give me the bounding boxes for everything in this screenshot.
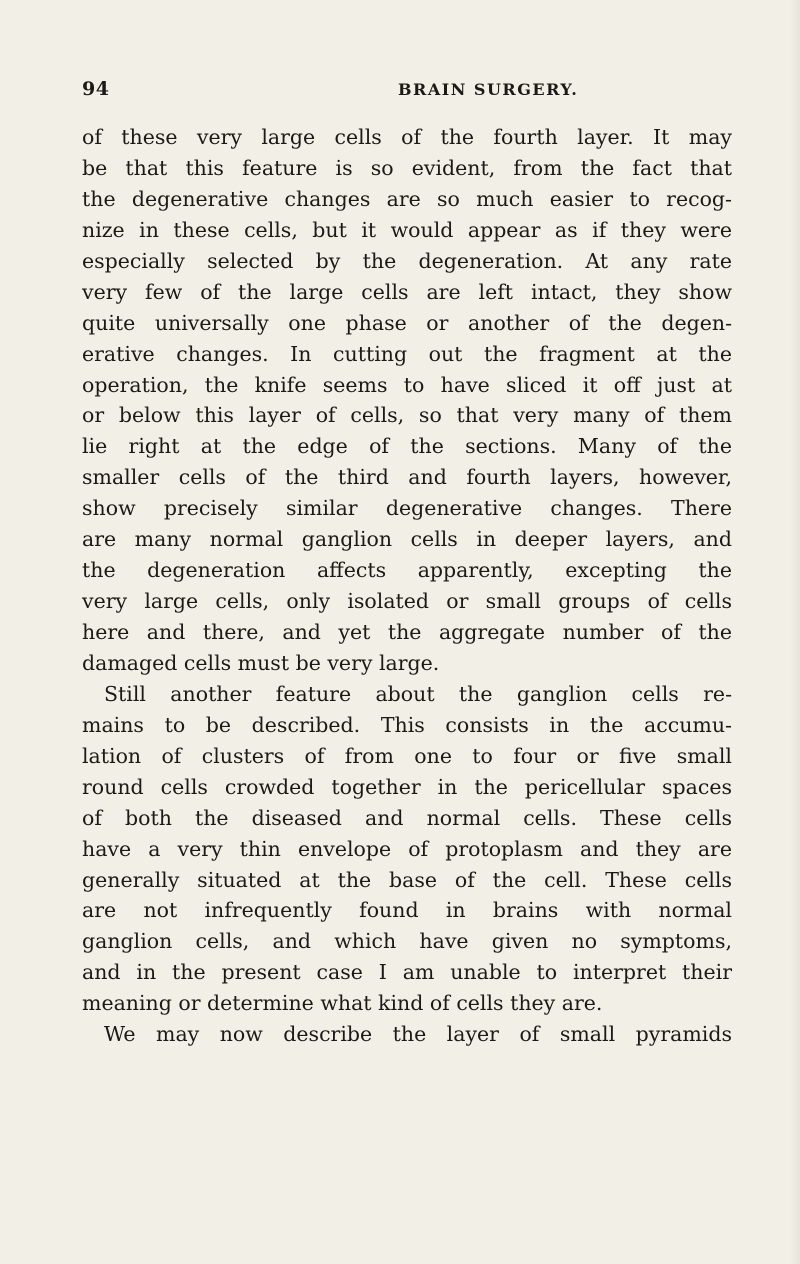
text-line: ganglion cells, and which have given no symptoms, <box>82 929 732 954</box>
text-line: are not infrequently found in brains with normal <box>82 898 732 923</box>
text-line: the degenerative changes are so much easier to recog- <box>82 186 732 211</box>
text-line: very few of the large cells are left intact, they show <box>82 279 732 304</box>
text-line: here and there, and yet the aggregate number of the <box>82 620 732 644</box>
page-header <box>82 78 722 110</box>
text-line: of these very large cells of the fourth layer. It may <box>82 125 732 149</box>
text-line: the degeneration affects apparently, excepting the <box>82 558 732 583</box>
body-text <box>82 122 732 1050</box>
text-line: show precisely similar degenerative changes. There <box>82 496 732 521</box>
page-edge-shadow <box>790 0 800 1264</box>
text-line: are many normal ganglion cells in deeper layers, and <box>82 527 732 552</box>
text-line: very large cells, only isolated or small groups of cells <box>82 589 732 614</box>
text-line: be that this feature is so evident, from the fact that <box>82 155 732 180</box>
page-number: 94 <box>82 78 110 100</box>
text-line: round cells crowded together in the pericellular spaces <box>82 774 732 799</box>
text-line: mains to be described. This consists in the accumu- <box>82 712 732 737</box>
text-line: erative changes. In cutting out the fragment at the <box>82 341 732 366</box>
text-line: have a very thin envelope of protoplasm and they are <box>82 836 732 861</box>
text-line: lation of clusters of from one to four or five small <box>82 743 732 768</box>
text-line: damaged cells must be very large. <box>82 650 440 675</box>
text-line: especially selected by the degeneration. At any rate <box>82 248 732 273</box>
text-line: smaller cells of the third and fourth layers, however, <box>82 465 732 490</box>
text-line: nize in these cells, but it would appear as if they were <box>82 217 732 242</box>
text-line: Still another feature about the ganglion cells re- <box>104 681 732 706</box>
text-line: and in the present case I am unable to interpret their <box>82 960 732 985</box>
text-line: operation, the knife seems to have sliced it off just at <box>82 372 732 397</box>
text-line: We may now describe the layer of small pyramids <box>104 1022 732 1047</box>
text-line: or below this layer of cells, so that very many of them <box>82 403 732 428</box>
text-line: lie right at the edge of the sections. Many of the <box>82 434 732 459</box>
running-head: BRAIN SURGERY. <box>398 80 579 99</box>
text-line: of both the diseased and normal cells. These cells <box>82 805 732 830</box>
text-line: generally situated at the base of the cell. These cells <box>82 867 732 892</box>
text-line: quite universally one phase or another of the degen- <box>82 310 732 335</box>
text-line: meaning or determine what kind of cells they are. <box>82 991 603 1016</box>
